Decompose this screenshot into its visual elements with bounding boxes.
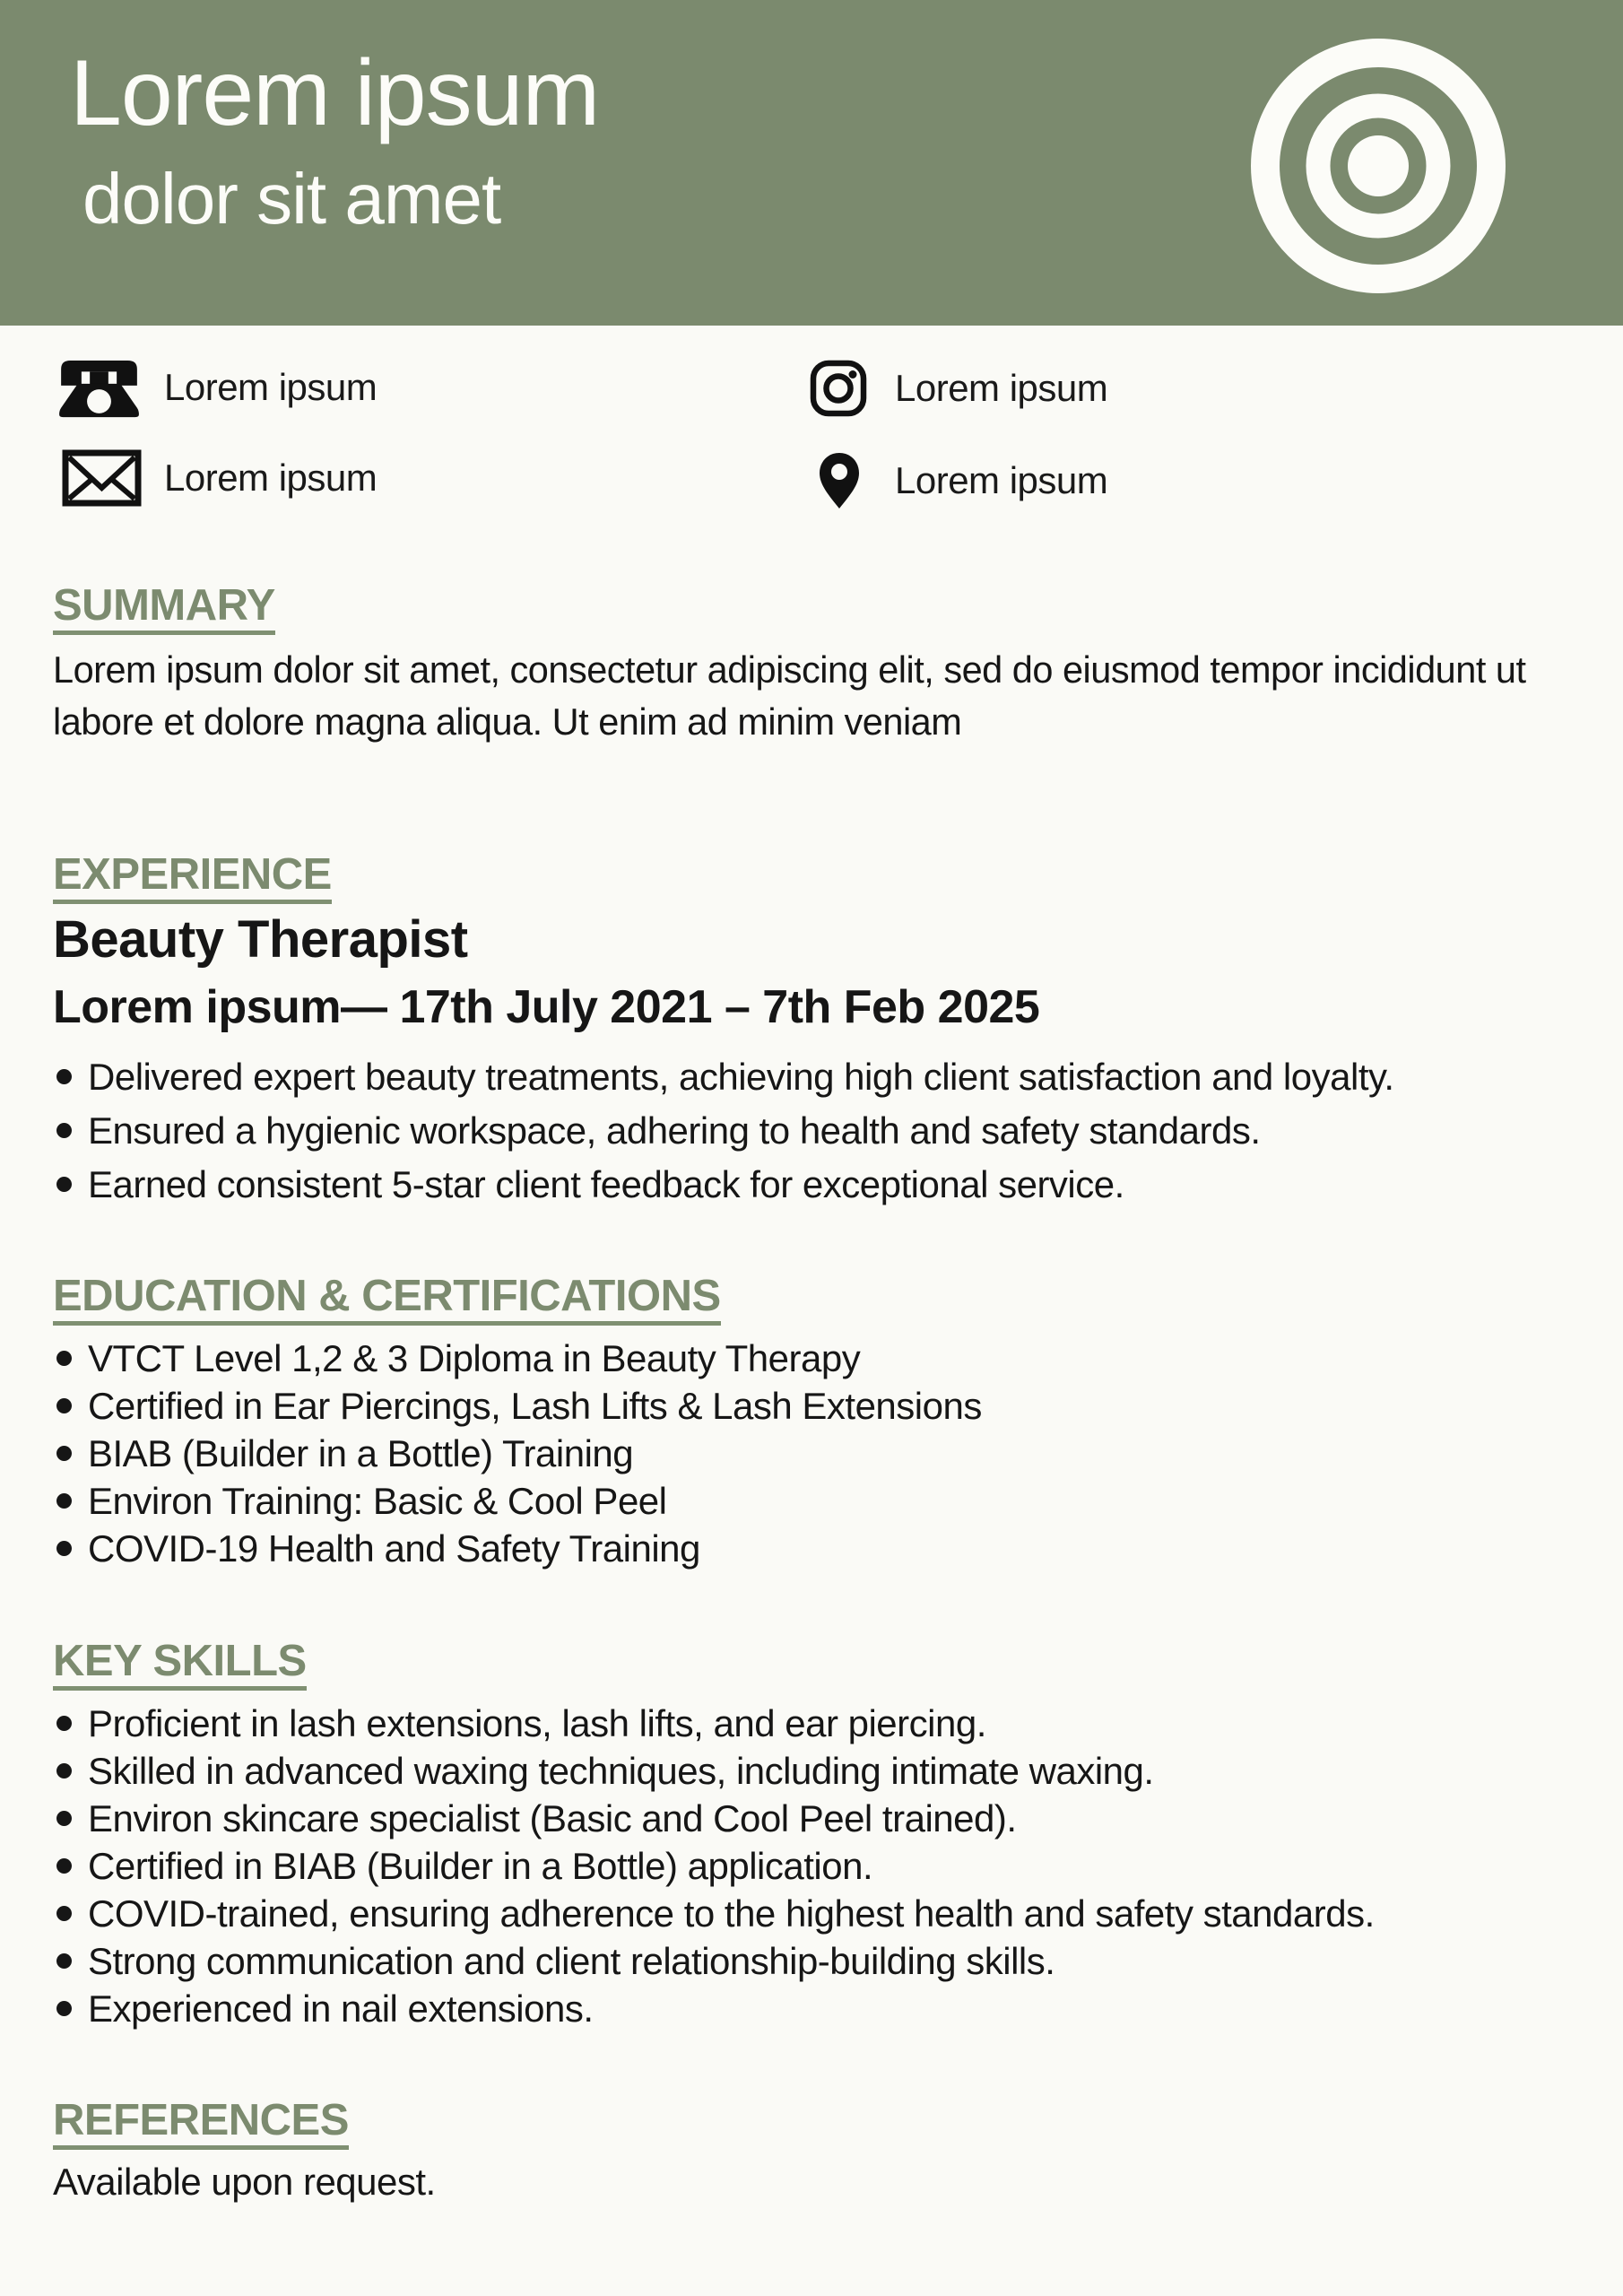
experience-bullet-list — [53, 1050, 1570, 1212]
bullet-item: Environ Training: Basic & Cool Peel — [53, 1477, 1570, 1525]
contact-email — [62, 449, 377, 507]
bullet-item: Skilled in advanced waxing techniques, including intimate waxing. — [53, 1747, 1570, 1795]
bullet-item: Delivered expert beauty treatments, achieving high client satisfaction and loyalty. — [53, 1050, 1570, 1104]
bullet-item: VTCT Level 1,2 & 3 Diploma in Beauty Therapy — [53, 1335, 1570, 1382]
references-text: Available upon request. — [53, 2161, 436, 2203]
contact-email-label: Lorem ipsum — [164, 457, 378, 499]
bullet-item: COVID-19 Health and Safety Training — [53, 1525, 1570, 1572]
envelope-icon — [62, 449, 142, 507]
bullet-item: Certified in Ear Piercings, Lash Lifts & Lash Extensions — [53, 1382, 1570, 1430]
page-subtitle: dolor sit amet — [82, 159, 501, 239]
bullet-item: Proficient in lash extensions, lash lifts, and ear piercing. — [53, 1700, 1570, 1747]
job-title: Beauty Therapist — [53, 910, 468, 969]
section-key-skills — [0, 1639, 1623, 2032]
bullet-item: Earned consistent 5-star client feedback for exceptional service. — [53, 1158, 1570, 1212]
education-bullet-list — [53, 1335, 1570, 1572]
contact-instagram — [810, 360, 1107, 417]
bullet-item: COVID-trained, ensuring adherence to the highest health and safety standards. — [53, 1890, 1570, 1937]
bullet-item: Environ skincare specialist (Basic and Cool Peel trained). — [53, 1795, 1570, 1842]
references-heading: REFERENCES — [53, 2099, 349, 2150]
summary-heading: SUMMARY — [53, 584, 275, 635]
contact-location-label: Lorem ipsum — [895, 459, 1108, 501]
header-banner — [0, 0, 1623, 326]
section-references — [0, 2096, 1623, 2205]
bullet-item: Certified in BIAB (Builder in a Bottle) application. — [53, 1842, 1570, 1890]
section-education — [0, 1274, 1623, 1572]
experience-heading: EXPERIENCE — [53, 853, 332, 904]
bullet-item: Experienced in nail extensions. — [53, 1985, 1570, 2032]
contact-phone — [57, 357, 377, 418]
bullet-item: BIAB (Builder in a Bottle) Training — [53, 1430, 1570, 1477]
section-summary — [0, 581, 1623, 748]
summary-text: Lorem ipsum dolor sit amet, consectetur adipiscing elit, sed do eiusmod tempor incididunt ut labore et dolore magna aliqua. Ut enim ad minim veniam — [53, 648, 1526, 743]
location-pin-icon — [818, 450, 861, 511]
instagram-icon — [810, 360, 867, 417]
contact-instagram-label: Lorem ipsum — [895, 367, 1108, 409]
bullseye-logo-icon — [1250, 38, 1506, 294]
bullet-item: Ensured a hygienic workspace, adhering to health and safety standards. — [53, 1104, 1570, 1158]
education-heading: EDUCATION & CERTIFICATIONS — [53, 1274, 721, 1326]
key-skills-bullet-list — [53, 1700, 1570, 2032]
page-title: Lorem ipsum — [70, 41, 600, 145]
key-skills-heading: KEY SKILLS — [53, 1639, 307, 1691]
contact-location — [818, 450, 1107, 511]
bullet-item: Strong communication and client relationship-building skills. — [53, 1937, 1570, 1985]
job-employer-dates: Lorem ipsum— 17th July 2021 – 7th Feb 2025 — [53, 981, 1040, 1033]
section-experience — [0, 850, 1623, 1212]
phone-icon — [57, 357, 141, 418]
contact-phone-label: Lorem ipsum — [164, 366, 378, 408]
